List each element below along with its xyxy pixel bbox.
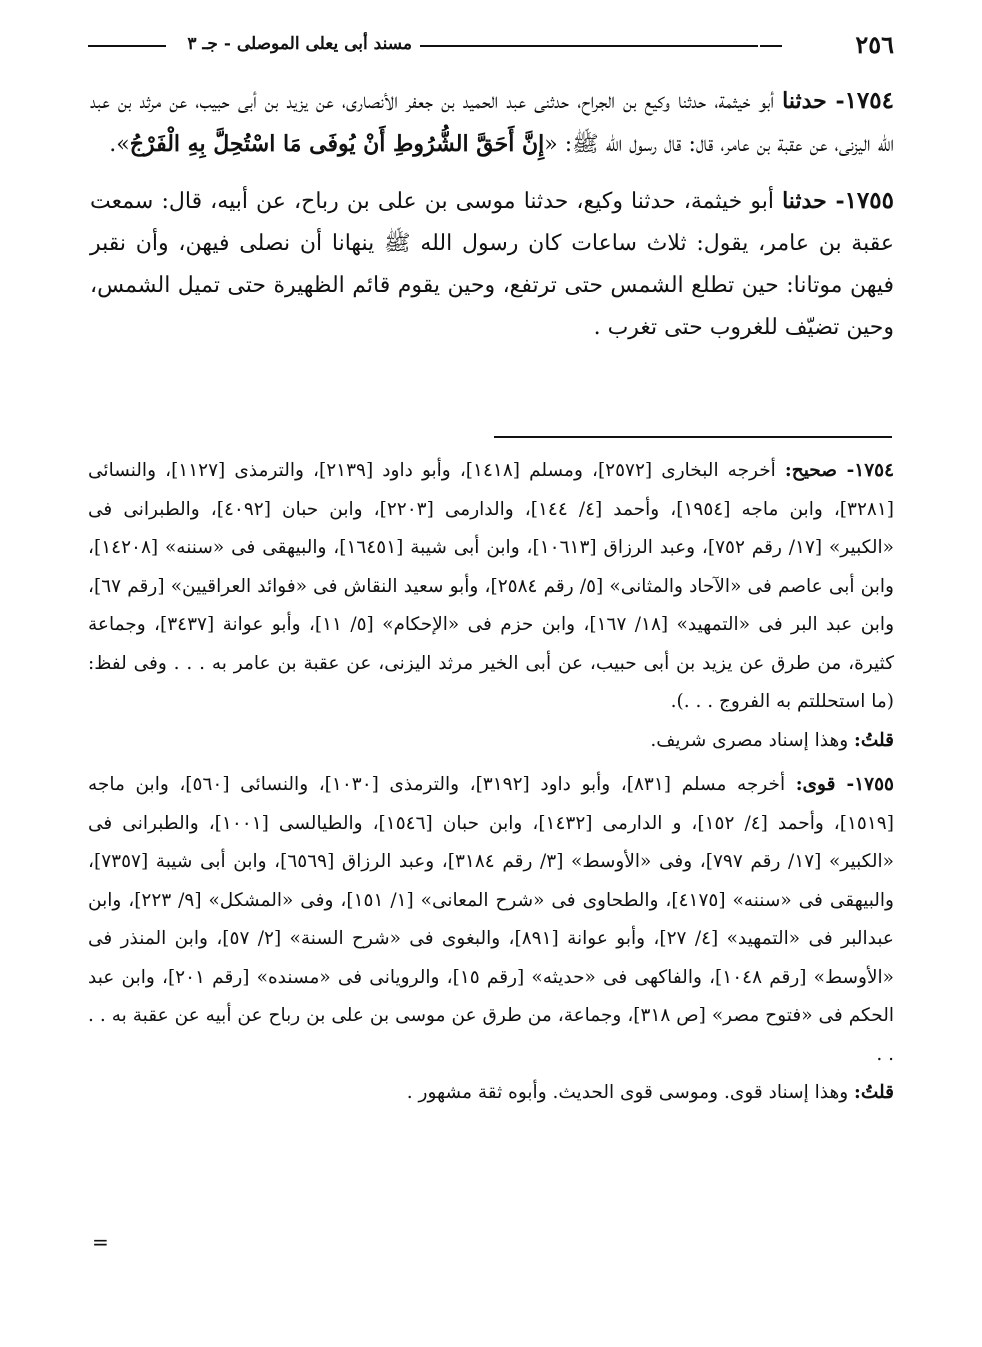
qult-label: قلتُ:: [854, 729, 894, 751]
hadith-number: ١٧٥٤: [844, 87, 894, 114]
continuation-mark: =: [92, 1230, 109, 1254]
footnotes: [88, 452, 894, 1119]
hadith-matn: إِنَّ أَحَقَّ الشُّرُوطِ أَنْ يُوفَى مَا اسْتُحِلَّ بِهِ الْفَرْجُ: [129, 131, 545, 157]
book-title: مسند أبى يعلى الموصلى - جـ ٣: [187, 34, 412, 54]
note-grade: - صحيح:: [784, 460, 855, 481]
hadith-isnad: أبو خيثمة، حدثنا وكيع، حدثنا موسى بن على بن رباح، عن أبيه، قال: سمعت عقبة بن عامر، يقول: ثلاث ساعات كان رسول الله ﷺ ينهانا أن نصلى فيهن، وأن نقبر فيهن موتانا: حين تطلع الشمس حتى ترتفع، وحين يقوم قائم الظهيرة حتى تميل الشمس، وحين تضيّف للغروب حتى تغرب .: [90, 189, 894, 340]
header-rule: [420, 45, 758, 47]
header-dash: [760, 45, 782, 47]
note-text: أخرجه البخارى [٢٥٧٢]، ومسلم [١٤١٨]، وأبو داود [٢١٣٩]، والترمذى [١١٢٧]، والنسائى [٣٢٨١]، وابن ماجه [١٩٥٤]، وأحمد [٤/ ١٤٤]، والدارمى [٢٢٠٣]، وابن حبان [٤٠٩٢]، والطبرانى فى «الكبير» [١٧/ رقم ٧٥٢]، وعبد الرزاق [١٠٦١٣]، وابن أبى شيبة [١٦٤٥١]، والبيهقى فى «سننه» [١٤٢٠٨]، وابن أبى عاصم فى «الآحاد والمثانى» [٥/ رقم ٢٥٨٤]، وأبو سعيد النقاش فى «فوائد العراقيين» [رقم ٦٧]، وابن عبد البر فى «التمهيد» [١٨/ ١٦٧]، وابن حزم فى «الإحكام» [٥/ ١١]، وأبو عوانة [٣٤٣٧]، وجماعة كثيرة، من طرق عن يزيد بن أبى حبيب، عن أبى الخير مرثد اليزنى، عن عقبة بن عامر به . . . وفى لفظ: (ما استحللتم به الفروج . . .).: [88, 460, 894, 712]
qult-1754: [88, 722, 894, 761]
note-1754: [88, 452, 894, 722]
hadith-isnad: أبو خيثمة، حدثنا وكيع بن الجراح، حدثنى عبد الحميد بن جعفر الأنصارى، عن يزيد بن أبى حبيب، عن مرثد بن عبد الله اليزنى، عن عقبة بن عامر، قال: قال رسول الله ﷺ: «: [90, 89, 894, 157]
qult-text: وهذا إسناد قوى. وموسى قوى الحديث. وأبوه ثقة مشهور .: [406, 1082, 855, 1103]
page-header: [88, 28, 894, 62]
hadith-number: ١٧٥٥: [844, 187, 894, 214]
page-number: ٢٥٦: [855, 30, 894, 59]
note-grade: - قوى:: [795, 774, 855, 795]
note-number: ١٧٥٤: [854, 460, 895, 481]
hadith-1755: [90, 180, 894, 349]
note-text: أخرجه مسلم [٨٣١]، وأبو داود [٣١٩٢]، والترمذى [١٠٣٠]، والنسائى [٥٦٠]، وابن ماجه [١٥١٩]، وأحمد [٤/ ١٥٢]، و الدارمى [١٤٣٢]، وابن حبان [١٥٤٦]، والطيالسى [١٠٠١]، والطبرانى فى «الكبير» [١٧/ رقم ٧٩٧]، وفى «الأوسط» [٣/ رقم ٣١٨٤]، وعبد الرزاق [٦٥٦٩]، وابن أبى شيبة [٧٣٥٧]، والبيهقى فى «سننه» [٤١٧٥]، والطحاوى فى «شرح المعانى» [١/ ١٥١]، وفى «المشكل» [٩/ ٢٢٣]، وابن عبدالبر فى «التمهيد» [٤/ ٢٧]، وأبو عوانة [٨٩١]، والبغوى فى «شرح السنة» [٢/ ٥٧]، وابن المنذر فى «الأوسط» [رقم ١٠٤٨]، والفاكهى فى «حديثه» [رقم ١٥]، والرويانى فى «مسنده» [رقم ٢٠١]، وابن عبد الحكم فى «فتوح مصر» [ص ٣١٨]، وجماعة، من طرق عن موسى بن على بن رباح عن أبيه عن عقبة به . . . .: [88, 774, 894, 1065]
hadith-lead: - حدثنا: [782, 88, 845, 114]
qult-label: قلتُ:: [854, 1082, 894, 1103]
hadith-lead: - حدثنا: [782, 188, 845, 214]
header-rule-left: [88, 45, 166, 47]
hadith-1754: [90, 80, 894, 166]
note-number: ١٧٥٥: [854, 774, 894, 795]
footnote-separator: [494, 436, 892, 438]
qult-1755: [88, 1074, 894, 1113]
note-1755: [88, 766, 894, 1074]
qult-text: وهذا إسناد مصرى شريف.: [650, 729, 855, 751]
hadith-tail: ».: [109, 132, 130, 157]
main-text: [90, 80, 894, 363]
